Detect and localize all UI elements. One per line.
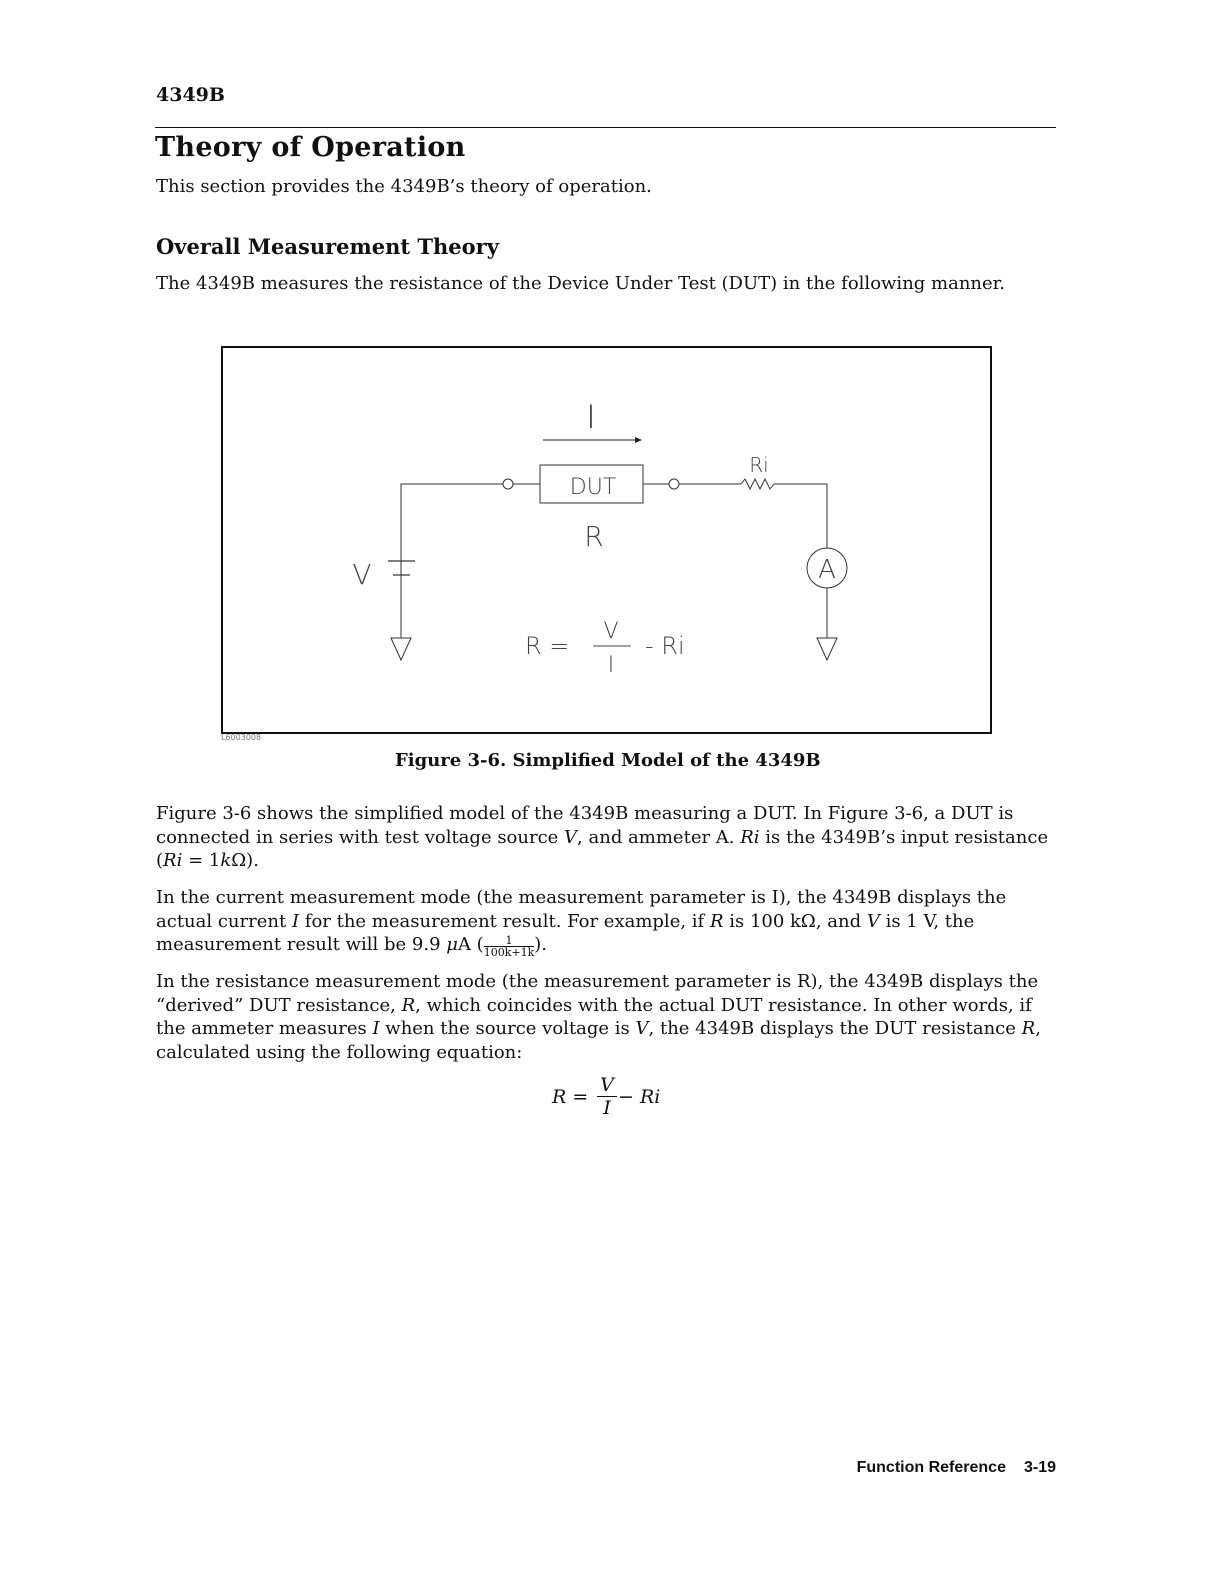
paragraph-model-description: Figure 3-6 shows the simplified model of the 4349B measuring a DUT. In Figure 3-6, a DUT is connected in series with test voltage source V, and ammeter A. Ri is the 4349B’s input resistance (Ri = 1kΩ). [156, 803, 1049, 871]
header-rule [155, 127, 1056, 128]
ri-label: Ri [749, 453, 769, 477]
resistor-ri [741, 479, 774, 489]
ground-left [391, 638, 411, 660]
figure-code: L6003008 [221, 733, 262, 742]
figure-eq-num: V [603, 619, 619, 644]
section-title: Overall Measurement Theory [156, 234, 499, 259]
wire-right [774, 484, 827, 548]
footer-section: Function Reference [856, 1459, 1006, 1476]
page-header-model: 4349B [156, 84, 225, 106]
wire-left [401, 484, 504, 648]
paragraph-current-mode: In the current measurement mode (the measurement parameter is I), the 4349B displays the actual current I for the measurement result. For example, if R is 100 kΩ, and V is 1 V, the measurement result will be 9.9 μA ( $\frac{1}{100k+1k}$ ). [156, 887, 1007, 959]
page-title: Theory of Operation [155, 132, 466, 163]
intro-text: This section provides the 4349B’s theory of operation. [156, 176, 652, 197]
figure-caption: Figure 3-6. Simplified Model of the 4349B [395, 750, 821, 771]
current-label: I [586, 398, 596, 436]
dut-label: DUT [569, 475, 617, 500]
figure-eq-den: I [607, 653, 615, 678]
lead-text: The 4349B measures the resistance of the Device Under Test (DUT) in the following manner. [156, 273, 1006, 294]
v-label: V [352, 558, 372, 591]
ground-right [817, 638, 837, 660]
page-footer [857, 1459, 1056, 1477]
terminal-right [669, 479, 679, 489]
current-arrow-head [635, 437, 642, 443]
inline-fraction: $\frac{1}{100k+1k}$ [483, 934, 535, 959]
r-label: R [584, 520, 604, 553]
figure-eq-rhs: - Ri [645, 632, 685, 660]
ammeter-label: A [818, 555, 836, 585]
circuit-diagram [223, 348, 990, 732]
figure-frame [221, 346, 992, 734]
terminal-left [503, 479, 513, 489]
footer-page-number: 3-19 [1023, 1459, 1056, 1476]
figure-eq-lhs: R = [525, 632, 570, 660]
paragraph-resistance-mode: In the resistance measurement mode (the measurement parameter is R), the 4349B displays the “derived” DUT resistance, R, which coincides with the actual DUT resistance. In other words, if the ammeter measures I when the source voltage is V, the 4349B displays the DUT resistance R, calculated using the following equation: [156, 971, 1041, 1063]
